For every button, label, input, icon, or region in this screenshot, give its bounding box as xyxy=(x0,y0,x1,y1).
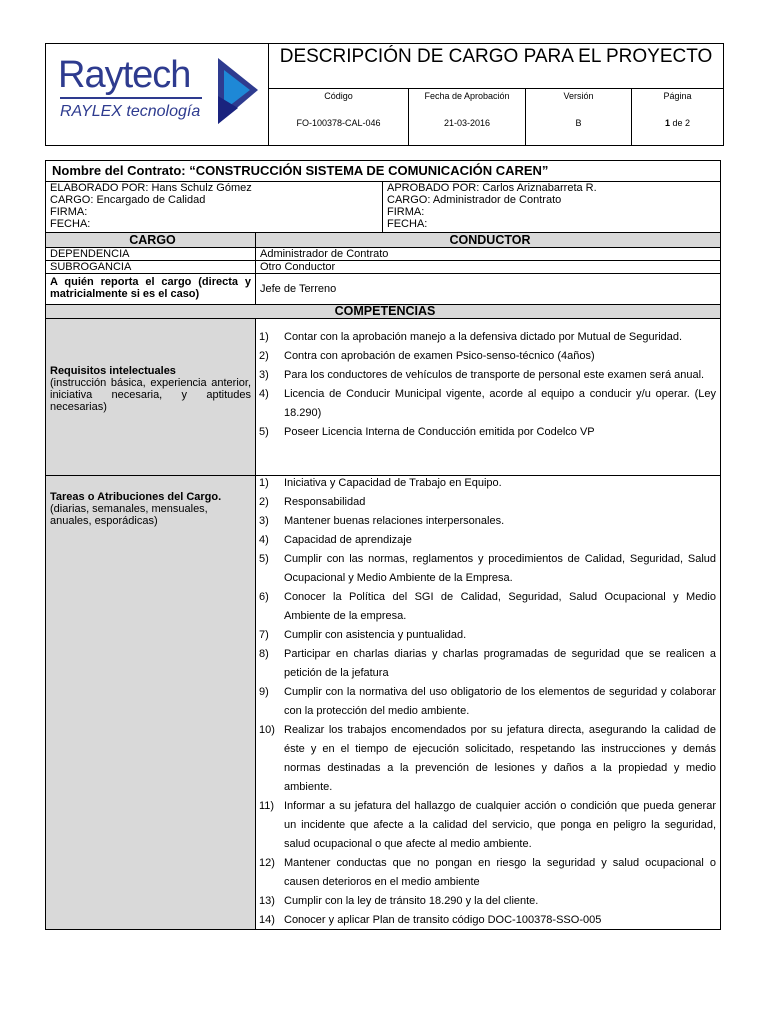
list-item: 9) Cumplir con la normativa del uso obligatorio de los elementos de seguridad y colaborar con la protección del medio ambiente. xyxy=(259,686,716,717)
version-field: Versión B xyxy=(525,88,632,146)
reports-to-label: A quién reporta el cargo (directa y matricialmente si es el caso) xyxy=(45,273,256,305)
requisitos-label-cell xyxy=(45,318,256,476)
dependencia-label: DEPENDENCIA xyxy=(45,247,256,261)
cargo-label: CARGO xyxy=(45,232,256,248)
code-field: Código FO-100378-CAL-046 xyxy=(268,88,409,146)
approval-date-field: Fecha de Aprobación 21-03-2016 xyxy=(408,88,526,146)
company-logo-text: Raytech xyxy=(58,54,191,96)
document-title: DESCRIPCIÓN DE CARGO PARA EL PROYECTO xyxy=(268,43,724,89)
list-item: 1) Iniciativa y Capacidad de Trabajo en Equipo. xyxy=(259,477,502,489)
contract-name: Nombre del Contrato: “CONSTRUCCIÓN SISTEMA DE COMUNICACIÓN CAREN” xyxy=(45,160,721,182)
logo-cell xyxy=(45,43,269,146)
tareas-list xyxy=(256,474,716,930)
list-item: 5) Poseer Licencia Interna de Conducción emitida por Codelco VP xyxy=(259,426,595,438)
requisitos-title: Requisitos intelectuales xyxy=(50,365,176,377)
list-item: 5) Cumplir con las normas, reglamentos y procedimientos de Calidad, Seguridad, Salud Ocupacional y Medio Ambiente de la Empresa. xyxy=(259,553,716,584)
subrogancia-label: SUBROGANCIA xyxy=(45,260,256,274)
list-item: 7) Cumplir con asistencia y puntualidad. xyxy=(259,629,467,641)
reports-to-value: Jefe de Terreno xyxy=(255,273,721,305)
company-logo-subtitle: RAYLEX tecnología xyxy=(60,103,201,120)
tareas-desc: (diarias, semanales, mensuales, anuales, esporádicas) xyxy=(50,503,208,527)
subrogancia-value: Otro Conductor xyxy=(255,260,721,274)
list-item: 1) Contar con la aprobación manejo a la defensiva dictado por Mutual de Seguridad. xyxy=(259,331,683,343)
page-field: Página 1 de 2 xyxy=(631,88,724,146)
approved-by-block: APROBADO POR: Carlos Ariznabarreta R. CARGO: Administrador de Contrato FIRMA: FECHA: xyxy=(382,181,721,233)
list-item: 3) Para los conductores de vehículos de transporte de personal este examen será anual. xyxy=(259,369,705,381)
list-item: 13) Cumplir con la ley de tránsito 18.290 y la del cliente. xyxy=(259,895,539,907)
list-item: 8) Participar en charlas diarias y charlas programadas de seguridad que se realicen a petición de la jefatura xyxy=(259,648,716,679)
list-item: 11) Informar a su jefatura del hallazgo de cualquier acción o condición que pueda generar un incidente que afecte a la calidad del servicio, que ponga en peligro la seguridad, salud ocupacional o que afecte al medio ambiente. xyxy=(259,800,716,850)
cargo-value: CONDUCTOR xyxy=(255,232,721,248)
list-item: 10) Realizar los trabajos encomendados por su jefatura directa, asegurando la calidad de éste y en el tiempo de ejecución solicitado, respetando las instrucciones y demás normas destinadas a la prevención de lesiones y daños a la propiedad y medio ambiente. xyxy=(259,724,716,793)
list-item: 2) Responsabilidad xyxy=(259,496,366,508)
competencias-header: COMPETENCIAS xyxy=(45,304,721,319)
dependencia-value: Administrador de Contrato xyxy=(255,247,721,261)
play-logo-icon xyxy=(214,56,260,126)
list-item: 12) Mantener conductas que no pongan en riesgo la seguridad y salud ocupacional o causen deterioros en el medio ambiente xyxy=(259,857,716,888)
requisitos-desc: (instrucción básica, experiencia anterior, iniciativa necesaria, y aptitudes necesarias) xyxy=(50,377,251,413)
requisitos-list-cell xyxy=(255,318,721,476)
requisitos-list xyxy=(256,328,716,442)
list-item: 4) Capacidad de aprendizaje xyxy=(259,534,412,546)
logo-underline xyxy=(60,97,202,99)
list-item: 6) Conocer la Política del SGI de Calidad, Seguridad, Salud Ocupacional y Medio Ambiente de la empresa. xyxy=(259,591,716,622)
tareas-list-cell xyxy=(255,475,721,930)
list-item: 4) Licencia de Conducir Municipal vigente, acorde al equipo a conducir y/u operar. (Ley 18.290) xyxy=(259,388,716,419)
list-item: 3) Mantener buenas relaciones interpersonales. xyxy=(259,515,505,527)
list-item: 2) Contra con aprobación de examen Psico-senso-técnico (4años) xyxy=(259,350,595,362)
prepared-by-block: ELABORADO POR: Hans Schulz Gómez CARGO: Encargado de Calidad FIRMA: FECHA: xyxy=(45,181,383,233)
tareas-label-cell xyxy=(45,475,256,930)
list-item: 14) Conocer y aplicar Plan de transito código DOC-100378-SSO-005 xyxy=(259,914,602,926)
tareas-title: Tareas o Atribuciones del Cargo. xyxy=(50,491,222,503)
